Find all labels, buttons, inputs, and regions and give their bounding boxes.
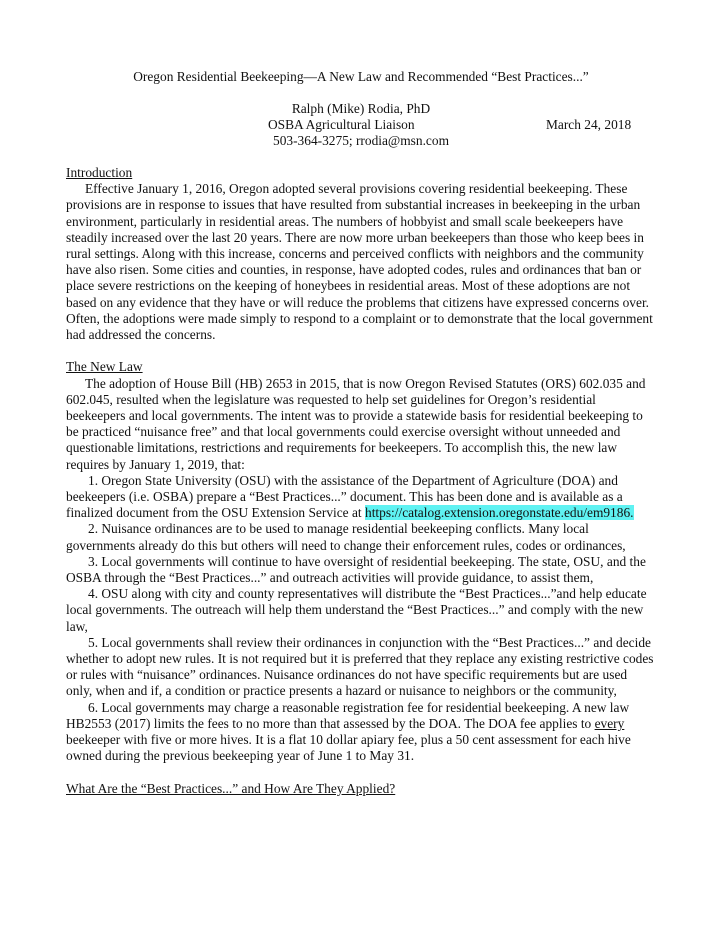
list-item-5: 5. Local governments shall review their ordinances in conjunction with the “Best Practices...” and decide whether to adopt new rules. It is not required but it is preferred that they replace any existing restrictive codes or rules with “nuisance” ordinances. Nuisance ordinances do not have specific requirements but are used only, when and if, a condition or practice presents a hazard or nuisance to neighbors or the community, [66,634,654,699]
emphasis-every: every [594,715,625,731]
document-date: March 24, 2018 [546,117,632,132]
document-body [66,165,656,797]
osu-catalog-link[interactable]: https://catalog.extension.oregonstate.edu/em9186. [365,505,634,521]
author-role: OSBA Agricultural Liaison [268,117,415,132]
list-item-1 [66,473,656,522]
list-item-6 [66,700,656,765]
document-title: Oregon Residential Beekeeping—A New Law and Recommended “Best Practices...” [133,69,589,84]
list-item-2: 2. Nuisance ordinances are to be used to manage residential beekeeping conflicts. Many local governments already do this but others will need to change their enforcement rules, codes or ordinances, [66,521,626,553]
section-heading-best-practices: What Are the “Best Practices...” and How Are They Applied? [66,780,396,796]
author-contact: 503-364-3275; rrodia@msn.com [273,133,449,148]
section-heading-introduction: Introduction [66,165,133,180]
spacer [66,343,656,359]
list-item-3: 3. Local governments will continue to have oversight of residential beekeeping. The state, OSU, and the OSBA through the “Best Practices...” and outreach activities will provide guidance, to assist them, [66,553,646,586]
intro-paragraph: Effective January 1, 2016, Oregon adopted several provisions covering residential beekeeping. These provisions are in response to issues that have resulted from substantial increases in beekeeping in the urban environment, particularly in residential areas. The numbers of hobbyist and small scale beekeepers have steadily increased over the last 20 years. There are now more urban beekeepers than those who keep bees in rural settings. Along with this increase, concerns and perceived conflicts with neighbors and the community have also risen. Some cities and counties, in response, have adopted codes, rules and ordinances that ban or place severe restrictions on the keeping of honeybees in residential areas. Most of these adoptions are not based on any evidence that they have or will reduce the problems that citizens have expressed concerns over. Often, the adoptions were made simply to respond to a complaint or to demonstrate that the local government had addressed the concerns. [66,181,653,343]
new-law-paragraph: The adoption of House Bill (HB) 2653 in 2015, that is now Oregon Revised Statutes (ORS) 602.035 and 602.045, resulted when the legislature was requested to help set guidelines for Oregon’s residential beekeepers and local governments. The intent was to provide a statewide basis for residential beekeeping to be practiced “nuisance free” and that local governments could exercise oversight without unneeded and questionable limitations, restrictions and requirements for beekeepers. To accomplish this, the new law requires by January 1, 2019, that: [66,375,646,472]
spacer [66,765,656,781]
list-item-6-text-a: 6. Local governments may charge a reasonable registration fee for residential beekeeping. A new law HB2553 (2017) limits the fees to no more than that assessed by the DOA. The DOA fee applies to [66,699,630,731]
list-item-4: 4. OSU along with city and county representatives will distribute the “Best Practices...”and help educate local governments. The outreach will help them understand the “Best Practices...” and comply with the new law, [66,586,647,634]
list-item-6-text-b: beekeeper with five or more hives. It is a flat 10 dollar apiary fee, plus a 50 cent assessment for each hive owned during the previous beekeeping year of June 1 to May 31. [66,732,631,764]
author-name: Ralph (Mike) Rodia, PhD [291,101,431,116]
list-item-1-text: 1. Oregon State University (OSU) with the assistance of the Department of Agriculture (DOA) and beekeepers (i.e. OSBA) prepare a “Best Practices...” document. This has been done and is available as a finalized document from the OSU Extension Service at [66,472,623,521]
section-heading-new-law: The New Law [66,359,143,375]
